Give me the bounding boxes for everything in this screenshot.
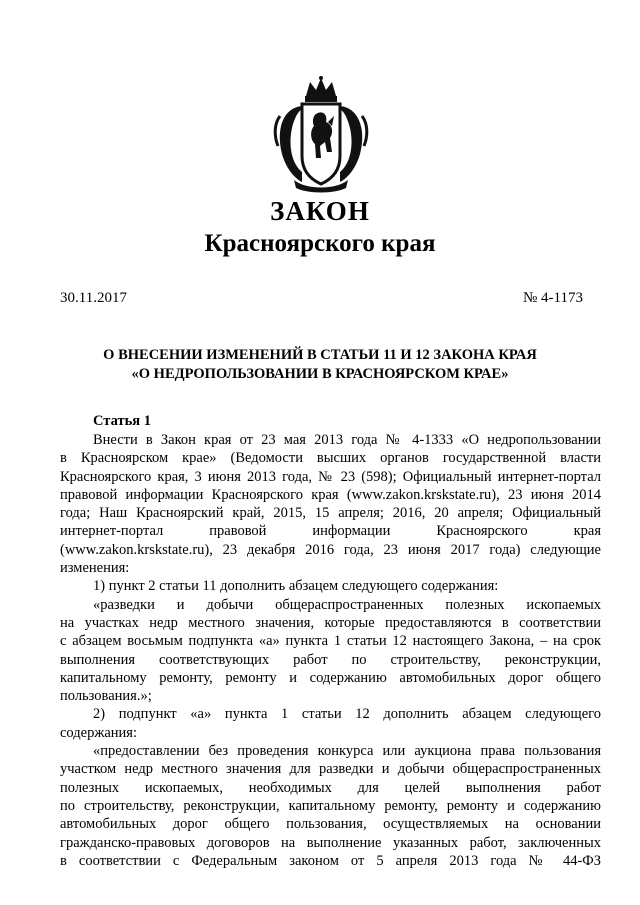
body-line: в соответствии с Федеральным законом от 5 апреля 2013 года № 44-ФЗ <box>60 852 601 869</box>
body-line: с абзацем восьмым подпункта «а» пункта 1 статьи 12 настоящего Закона, – на срок <box>60 633 601 650</box>
law-heading-line-2: «О НЕДРОПОЛЬЗОВАНИИ В КРАСНОЯРСКОМ КРАЕ» <box>131 366 509 382</box>
body-line: «разведки и добычи общераспространенных полезных ископаемых <box>93 596 601 613</box>
law-heading-line-1: О ВНЕСЕНИИ ИЗМЕНЕНИЙ В СТАТЬИ 11 И 12 ЗАКОНА КРАЯ <box>103 347 537 363</box>
body-line: полезных ископаемых, необходимых для целей выполнения работ <box>60 779 601 796</box>
body-line: (www.zakon.krskstate.ru), 23 декабря 2016 года, 23 июня 2017 года) следующие <box>60 541 601 558</box>
article-body <box>60 431 601 870</box>
body-line: интернет-портал правовой информации Красноярского края <box>60 523 601 540</box>
body-line: «предоставлении без проведения конкурса или аукциона права пользования <box>93 743 601 760</box>
body-line: правовой информации Красноярского края (www.zakon.krskstate.ru), 23 июня 2014 <box>60 486 601 503</box>
coat-of-arms-emblem <box>272 76 370 194</box>
document-number: № 4-1173 <box>523 290 583 306</box>
body-line: года; Наш Красноярский край, 2015, 15 апреля; 2016, 20 апреля; Официальный <box>60 505 601 522</box>
body-line: по строительству, реконструкции, капитальному ремонту, ремонту и содержанию <box>60 797 601 814</box>
body-line: автомобильных дорог общего пользования, осуществляемых на основании <box>60 816 601 833</box>
article-title: Статья 1 <box>93 413 151 429</box>
body-line: содержания: <box>60 724 138 741</box>
body-line: на участках недр местного значения, которые предоставляются в соответствии <box>60 614 601 631</box>
body-line: в Красноярском крае» (Ведомости высших органов государственной власти <box>60 450 601 467</box>
body-line: изменения: <box>60 560 130 577</box>
body-line: Красноярского края, 3 июня 2013 года, № 23 (598); Официальный интернет-портал <box>60 468 601 485</box>
document-date: 30.11.2017 <box>60 290 127 306</box>
body-line: гражданско-правовых договоров на выполнение указанных работ, заключенных <box>60 834 601 851</box>
body-line: 2) подпункт «а» пункта 1 статьи 12 дополнить абзацем следующего <box>93 706 601 723</box>
document-subtitle: Красноярского края <box>204 230 436 257</box>
document-title: ЗАКОН <box>270 196 370 226</box>
body-line: участком недр местного значения для разведки и добычи общераспространенных <box>60 761 601 778</box>
body-line: пользования.»; <box>60 688 152 705</box>
body-line: Внести в Закон края от 23 мая 2013 года № 4-1333 «О недропользовании <box>93 432 601 448</box>
body-line: 1) пункт 2 статьи 11 дополнить абзацем следующего содержания: <box>93 578 499 595</box>
body-line: капитальному ремонту, ремонту и содержанию автомобильных дорог общего <box>60 669 601 686</box>
body-line: выполнения соответствующих работ по строительству, реконструкции, <box>60 651 601 668</box>
